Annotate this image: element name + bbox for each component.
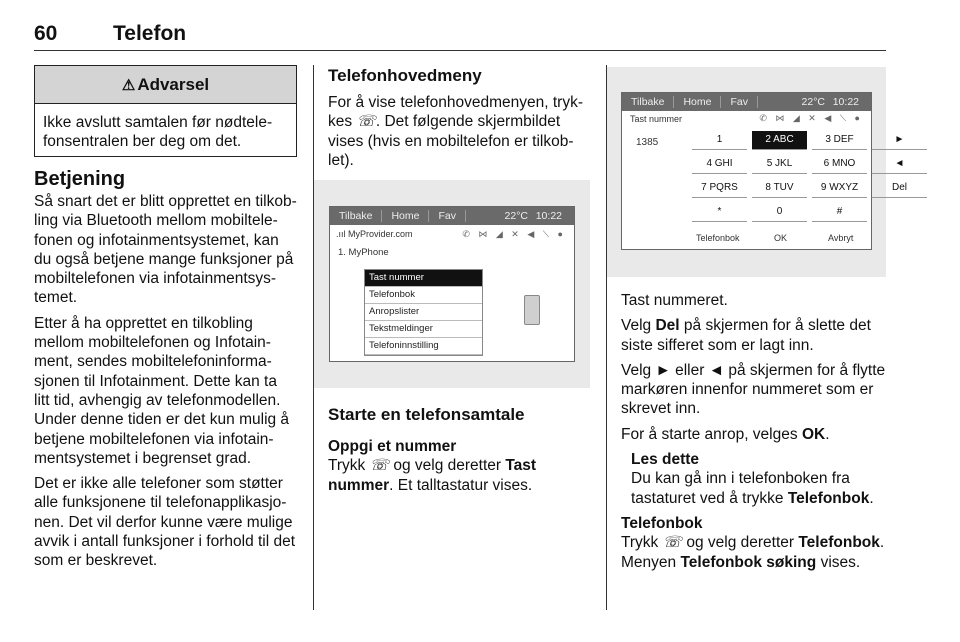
key-2[interactable]: 2 ABC xyxy=(752,131,807,150)
middle-column xyxy=(328,66,598,176)
infotainment-screen xyxy=(329,206,575,362)
text-line: let). xyxy=(328,151,354,169)
tab-fav[interactable]: Fav xyxy=(429,210,466,222)
text-fragment: . Et talltastatur vises. xyxy=(389,476,533,494)
text-line: nen. Det vil derfor kunne være mulige xyxy=(34,513,293,531)
text-fragment: Trykk xyxy=(328,457,366,475)
clock: 10:22 xyxy=(535,210,562,222)
note-block xyxy=(621,450,889,508)
key-star[interactable]: * xyxy=(692,203,747,222)
cursor-left-button[interactable]: ◄ xyxy=(872,155,927,174)
text-line: som er beskrevet. xyxy=(34,552,158,570)
paragraph xyxy=(34,474,304,570)
key-9[interactable]: 9 WXYZ xyxy=(812,179,867,198)
warning-box xyxy=(34,65,297,157)
phone-icon: ☏ xyxy=(369,457,390,475)
paragraph xyxy=(621,425,889,444)
warning-triangle-icon: ⚠ xyxy=(121,76,136,94)
text-fragment: . Det følgende skjermbildet xyxy=(375,113,561,131)
text-line: sjonen til Infotainment. Dette kan ta xyxy=(34,372,277,390)
paragraph xyxy=(621,316,889,355)
key-0[interactable]: 0 xyxy=(752,203,807,222)
text-line xyxy=(621,533,889,552)
text-line: ment, sendes mobiltelefoninforma- xyxy=(34,353,272,371)
phone-menu-list xyxy=(364,269,483,356)
keypad-row-2 xyxy=(692,155,932,174)
text-line: mellom mobiltelefonen og Infotain- xyxy=(34,334,271,352)
text-fragment: vises. xyxy=(820,553,861,571)
menu-item-telefoninnstilling[interactable]: Telefoninnstilling xyxy=(365,338,482,355)
text-line xyxy=(621,553,889,572)
screenshot-phone-main-menu xyxy=(314,180,590,388)
menu-item-anropslister[interactable]: Anropslister xyxy=(365,304,482,321)
key-1[interactable]: 1 xyxy=(692,131,747,150)
text-fragment: . xyxy=(825,425,830,443)
key-3[interactable]: 3 DEF xyxy=(812,131,867,150)
clock: 10:22 xyxy=(832,96,859,108)
phone-image-icon xyxy=(524,295,540,325)
provider-name: MyProvider.com xyxy=(348,229,413,239)
text-fragment: Telefonbok xyxy=(798,534,880,552)
text-line: For å vise telefonhovedmenyen, tryk- xyxy=(328,94,584,111)
key-5[interactable]: 5 JKL xyxy=(752,155,807,174)
text-line: alle funksjonene til telefonapplikasjo- xyxy=(34,494,287,512)
text-fragment: . xyxy=(869,489,874,507)
text-line xyxy=(631,489,889,508)
section-heading-telefonhovedmeny: Telefonhovedmeny xyxy=(328,66,482,85)
text-line: Det er ikke alle telefoner som støtter xyxy=(34,475,283,493)
middle-column-lower xyxy=(328,405,598,501)
status-icons: ✆ ⋈ ◢ ✕ ◀ ⟍ ● xyxy=(462,229,566,239)
subheading-oppgi-nummer: Oppgi et nummer xyxy=(328,438,457,455)
temperature: 22°C xyxy=(801,96,825,108)
text-line: markøren innenfor nummeret som er xyxy=(621,381,874,399)
ok-button[interactable]: OK xyxy=(774,233,788,243)
subheading-telefonbok: Telefonbok xyxy=(621,514,703,532)
phone-icon: ☏ xyxy=(356,113,376,131)
warning-header xyxy=(35,66,296,104)
warning-text xyxy=(35,104,296,152)
text-line: Under denne tiden er det kun mulig å xyxy=(34,411,290,429)
entered-number: 1385 xyxy=(636,137,659,148)
screen-top-bar xyxy=(330,207,574,225)
text-line: mobiltelefonen via infotainmentsys- xyxy=(34,270,277,288)
delete-button[interactable]: Del xyxy=(872,179,927,198)
text-line: avvik i antall funksjoner i forhold til det xyxy=(34,533,296,551)
menu-item-telefonbok[interactable]: Telefonbok xyxy=(365,287,482,304)
infotainment-screen xyxy=(621,92,907,250)
keypad-row-1 xyxy=(692,131,932,150)
page-number: 60 xyxy=(34,22,58,45)
section-heading-betjening: Betjening xyxy=(34,168,126,190)
paragraph xyxy=(328,456,598,495)
provider-label xyxy=(336,229,413,239)
signal-icon: .ııl xyxy=(336,229,346,239)
text-fragment: Trykk xyxy=(621,534,659,552)
paragraph xyxy=(621,514,889,572)
page-title: Telefon xyxy=(113,22,187,45)
warning-title: Advarsel xyxy=(137,74,210,94)
key-hash[interactable]: # xyxy=(812,203,867,222)
temperature: 22°C xyxy=(504,210,528,222)
text-line: fonen og infotainmentsystemet, kan xyxy=(34,231,279,249)
key-4[interactable]: 4 GHI xyxy=(692,155,747,174)
key-8[interactable]: 8 TUV xyxy=(752,179,807,198)
text-fragment: tastaturet ved å trykke xyxy=(631,489,784,507)
paragraph xyxy=(34,314,304,468)
key-7[interactable]: 7 PQRS xyxy=(692,179,747,198)
paragraph xyxy=(621,361,889,419)
text-fragment: OK xyxy=(801,425,826,443)
paragraph xyxy=(328,93,598,170)
text-fragment: Menyen xyxy=(621,553,677,571)
paragraph: Tast nummeret. xyxy=(621,292,728,309)
phone-name: 1. MyPhone xyxy=(338,247,389,258)
warning-line: Ikke avslutt samtalen før nødtele- xyxy=(43,114,273,131)
text-fragment: Telefonbok xyxy=(787,489,870,507)
phone-icon: ☏ xyxy=(662,534,683,552)
left-column xyxy=(34,168,304,577)
section-heading-starte-samtale: Starte en telefonsamtale xyxy=(328,405,525,424)
tab-tilbake[interactable]: Tilbake xyxy=(330,210,382,222)
text-fragment: . xyxy=(879,534,885,552)
text-fragment: Velg xyxy=(621,317,652,335)
text-fragment: og velg deretter xyxy=(686,534,795,552)
telefonbok-button[interactable]: Telefonbok xyxy=(696,233,740,243)
text-fragment: Del xyxy=(655,317,680,335)
text-line xyxy=(328,456,598,475)
text-fragment: Tast xyxy=(505,457,537,475)
cursor-right-button[interactable]: ► xyxy=(872,131,927,150)
note-title: Les dette xyxy=(631,451,700,469)
paragraph xyxy=(34,192,304,308)
text-line xyxy=(328,112,598,131)
text-fragment: og velg deretter xyxy=(393,457,502,475)
warning-line: fonsentralen ber deg om det. xyxy=(43,133,242,151)
text-line xyxy=(621,316,889,335)
text-line: skrevet inn. xyxy=(621,400,701,418)
text-line: mentsystemet i begrenset grad. xyxy=(34,449,252,467)
text-line: Velg ► eller ◄ på skjermen for å flytte xyxy=(621,361,886,379)
status-icons: ✆ ⋈ ◢ ✕ ◀ ⟍ ● xyxy=(759,113,863,123)
text-line: Så snart det er blitt opprettet en tilkob- xyxy=(34,193,297,210)
text-line: vises (hvis en mobiltelefon er tilkob- xyxy=(328,132,574,150)
keypad-row-3 xyxy=(692,179,932,198)
text-line: ling via Bluetooth mellom mobiltele- xyxy=(34,212,278,230)
screenshot-keypad xyxy=(607,67,907,277)
text-line: Du kan gå inn i telefonboken fra xyxy=(631,470,850,488)
key-6[interactable]: 6 MNO xyxy=(812,155,867,174)
header-rule xyxy=(34,50,886,51)
text-line: betjene mobiltelefonen via infotain- xyxy=(34,430,274,448)
keypad-row-4 xyxy=(692,203,872,222)
text-fragment: på skjermen for å slette det xyxy=(683,317,871,335)
tab-tilbake[interactable]: Tilbake xyxy=(622,96,674,108)
text-fragment: nummer xyxy=(328,476,390,494)
text-fragment: Telefonbok søking xyxy=(680,553,817,571)
text-line: du også betjene mange funksjoner på xyxy=(34,250,294,268)
tab-fav[interactable]: Fav xyxy=(721,96,758,108)
text-line: Etter å ha opprettet en tilkobling xyxy=(34,314,253,332)
text-fragment: For å starte anrop, velges xyxy=(621,425,798,443)
text-fragment: kes xyxy=(328,113,353,131)
field-label: Tast nummer xyxy=(630,114,683,124)
text-line: litt tid, avhengig av telefonmodellen. xyxy=(34,391,281,409)
tab-home[interactable]: Home xyxy=(674,96,721,108)
text-line: siste sifferet som er lagt inn. xyxy=(621,336,814,354)
avbryt-button[interactable]: Avbryt xyxy=(828,233,854,243)
menu-item-tekstmeldinger[interactable]: Tekstmeldinger xyxy=(365,321,482,338)
tab-home[interactable]: Home xyxy=(382,210,429,222)
screen-top-bar xyxy=(622,93,871,111)
menu-item-tast-nummer[interactable]: Tast nummer xyxy=(365,270,482,287)
text-line: temet. xyxy=(34,289,78,307)
text-line xyxy=(328,476,598,495)
right-column xyxy=(621,291,889,578)
